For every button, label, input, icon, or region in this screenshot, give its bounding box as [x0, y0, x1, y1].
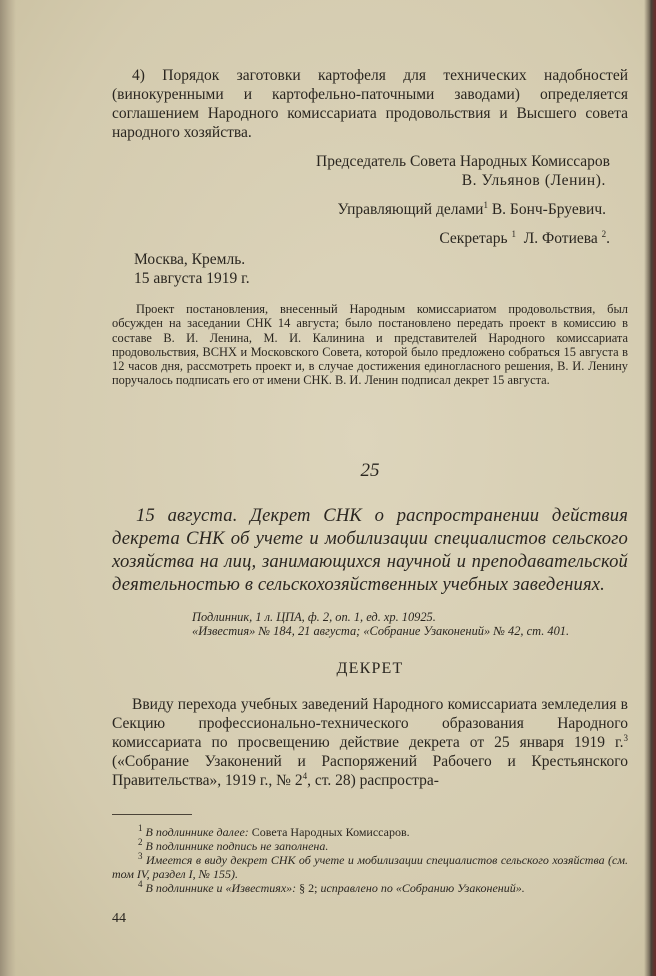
- footnote-mark: 2: [138, 836, 143, 847]
- decree-heading: ДЕКРЕТ: [336, 659, 404, 677]
- footnote-2: [112, 836, 628, 853]
- footnote-italic: Имеется в виду декрет СНК об учете и мобилизации специалистов сельского хозяйства (см. том IV, раздел I, № 155).: [112, 852, 629, 881]
- footnote-mark: 3: [138, 850, 143, 861]
- secretary-footnote-mark: 1: [511, 228, 516, 239]
- footnote-plain: § 2;: [296, 880, 321, 895]
- source-original: Подлинник, 1 л. ЦПА, ф. 2, оп. 1, ед. хр. 10925.: [192, 609, 436, 624]
- document-title: 15 августа. Декрет СНК о распространении действия декрета СНК об учете и мобилизации специалистов сельского хозяйства на лиц, занимающихся научной и преподавательской деятельностью в сельскохозяйственных учебных заведениях.: [112, 504, 628, 595]
- footnote-mark: 4: [138, 878, 143, 889]
- footnote-italic: В подлиннике и «Известиях»:: [145, 880, 297, 895]
- footnote-mark: 1: [138, 822, 143, 833]
- place: Москва, Кремль.: [134, 251, 246, 268]
- date: 15 августа 1919 г.: [134, 270, 250, 287]
- footnote-italic: В подлиннике подпись не заполнена.: [145, 838, 329, 853]
- secretary-name-footnote-mark: 2: [601, 228, 607, 239]
- book-spine-shadow: [0, 0, 16, 976]
- footnote-1: [112, 822, 628, 839]
- editorial-note: Проект постановления, внесенный Народным комиссариатом продовольствия, был обсужден на заседании СНК 14 августа; было постановлено передать проект в комиссию в составе В. И. Ленина, М. И. Калинина и представителей Народного комиссариата продовольствия, ВСНХ и Московского Совета, которой было предложено собраться 15 августа в 12 часов дня, рассмотреть проект и, в случае достижения единогласного решения, В. И. Ленину поручалось подписать его от имени СНК. В. И. Ленин подписал декрет 15 августа.: [112, 302, 628, 388]
- footnote-plain: Совета Народных Комиссаров.: [248, 824, 410, 839]
- footnote-italic: В подлиннике далее:: [145, 824, 249, 839]
- chairman-title: Председатель Совета Народных Комиссаров: [316, 153, 610, 170]
- manager-footnote-mark: 1: [483, 199, 488, 210]
- page-edge: [644, 0, 656, 976]
- page-number: 44: [112, 910, 126, 926]
- manager-title: Управляющий делами: [337, 201, 484, 218]
- secretary-signature: [112, 229, 610, 248]
- decree-footnote-mark-3: 3: [623, 732, 628, 743]
- sources: [192, 610, 628, 639]
- footnote-3: [112, 850, 629, 881]
- document-number: 25: [360, 459, 380, 481]
- source-publications: «Известия» № 184, 21 августа; «Собрание Узаконений» № 42, ст. 401.: [192, 624, 570, 639]
- paragraph-4: 4) Порядок заготовки картофеля для технических надобностей (винокуренными и картофельно-паточными заводами) определяется соглашением Народного комиссариата продовольствия и Высшего совета народного хозяйства.: [112, 67, 628, 141]
- footnote-italic-2: исправлено по «Собранию Узаконений».: [320, 880, 525, 895]
- decree-text: [112, 695, 628, 790]
- decree-text-before: Ввиду перехода учебных заведений Народного комиссариата земледелия в Секцию профессионально-технического образования Народного комиссариата по просвещению действие декрета от 25 января 1919 г.: [112, 695, 628, 751]
- secretary-name: Л. Фотиева: [523, 230, 598, 247]
- decree-text-mid: («Собрание Узаконений и Распоряжений Рабочего и Крестьянского Правительства», 1919 г., № 2: [112, 752, 628, 789]
- manager-signature: [112, 200, 606, 219]
- chairman-name: В. Ульянов (Ленин).: [461, 172, 606, 189]
- page-content: [112, 66, 628, 927]
- secretary-title: Секретарь: [439, 230, 508, 247]
- decree-text-after: , ст. 28) распростра-: [307, 771, 439, 789]
- manager-name: В. Бонч-Бруевич.: [491, 201, 606, 218]
- footnote-4: [112, 878, 628, 895]
- secretary-end: .: [606, 230, 610, 247]
- decree-footnote-mark-4: 4: [302, 770, 308, 781]
